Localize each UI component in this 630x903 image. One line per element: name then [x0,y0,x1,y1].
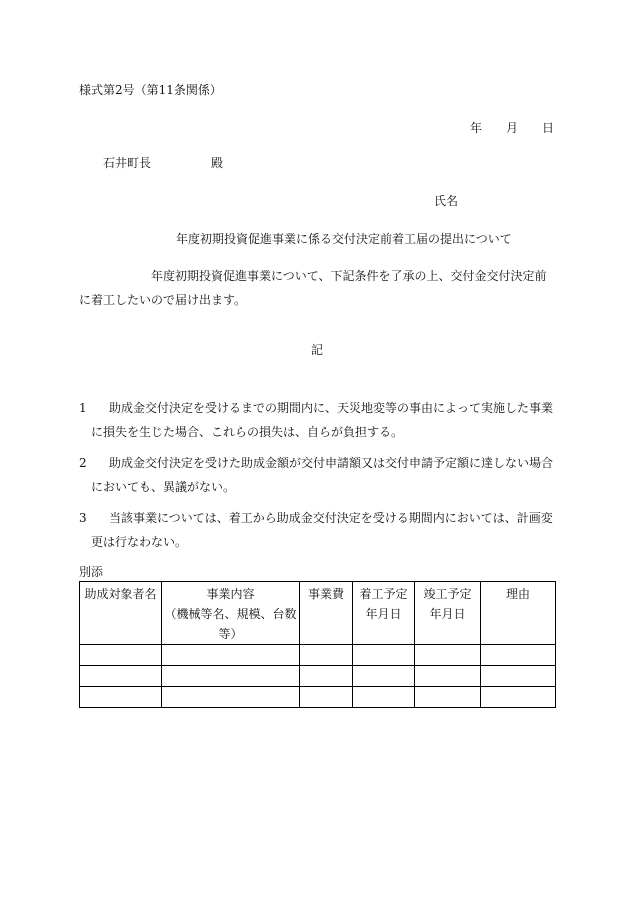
table-cell[interactable] [80,666,162,687]
intro-paragraph: 年度初期投資促進事業について、下記条件を了承の上、交付金交付決定前に着工したいので届け出ます。 [79,269,547,307]
form-number: 様式第2号（第11条関係） [79,83,222,97]
table-cell[interactable] [300,666,353,687]
table-cell[interactable] [300,645,353,666]
table-cell[interactable] [415,687,481,708]
condition-1 [79,396,557,444]
table-cell[interactable] [162,666,300,687]
table-cell[interactable] [353,666,415,687]
header-reason: 理由 [481,582,556,645]
header-applicant-name: 助成対象者名 [80,582,162,645]
table-row [80,645,556,666]
table-cell[interactable] [481,687,556,708]
table-row [80,687,556,708]
condition-2 [79,451,557,499]
condition-number: 3 [79,511,87,525]
table-cell[interactable] [80,645,162,666]
document-title: 年度初期投資促進事業に係る交付決定前着工届の提出について [176,232,512,246]
header-start-date: 着工予定 年月日 [353,582,415,645]
condition-number: 1 [79,401,87,415]
condition-3 [79,506,557,554]
condition-text: 当該事業については、着工から助成金交付決定を受ける期間内においては、計画変更は行なわない。 [91,511,553,549]
table-cell[interactable] [162,687,300,708]
table-cell[interactable] [415,645,481,666]
ki-heading: 記 [311,343,324,357]
condition-text: 助成金交付決定を受けるまでの期間内に、天災地変等の事由によって実施した事業に損失を生じた場合、これらの損失は、自らが負担する。 [91,401,554,439]
table-cell[interactable] [481,645,556,666]
condition-text: 助成金交付決定を受けた助成金額が交付申請額又は交付申請予定額に達しない場合においても、異議がない。 [91,456,554,494]
table-cell[interactable] [481,666,556,687]
table-cell[interactable] [415,666,481,687]
header-project-cost: 事業費 [300,582,353,645]
date-line: 年 月 日 [470,121,555,135]
table-row [80,666,556,687]
table-cell[interactable] [80,687,162,708]
table-cell[interactable] [300,687,353,708]
table-cell[interactable] [162,645,300,666]
table-cell[interactable] [353,645,415,666]
attachment-label: 別添 [79,565,104,579]
table-header-row [80,582,556,645]
table-cell[interactable] [353,687,415,708]
name-label: 氏名 [434,194,459,208]
attachment-table [79,581,556,708]
addressee: 石井町長 殿 [103,156,224,170]
header-project-content: 事業内容 （機械等名、規模、台数等） [162,582,300,645]
condition-number: 2 [79,456,87,470]
header-completion-date: 竣工予定 年月日 [415,582,481,645]
